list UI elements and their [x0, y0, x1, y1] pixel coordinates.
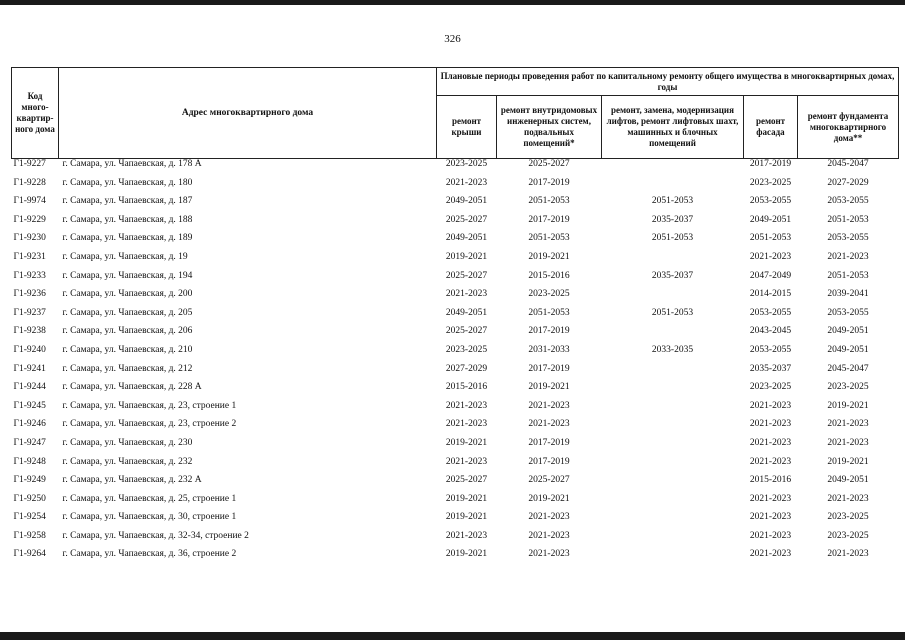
cell-engineering: 2025-2027 [528, 475, 570, 486]
cell-code: Г1-9250 [13, 493, 46, 504]
cell-elevators: 2035-2037 [651, 270, 694, 281]
cell-roof: 2019-2021 [445, 512, 488, 523]
table-row [12, 382, 899, 401]
cell-address: г. Самара, ул. Чапаевская, д. 32-34, строение 2 [62, 530, 249, 541]
cell-foundation: 2045-2047 [827, 363, 869, 374]
cell-roof: 2019-2021 [445, 493, 488, 504]
cell-code: Г1-9238 [13, 326, 46, 337]
table-row [12, 215, 899, 234]
cell-roof: 2021-2023 [445, 400, 488, 411]
cell-address: г. Самара, ул. Чапаевская, д. 200 [62, 289, 193, 300]
cell-facade: 2021-2023 [749, 437, 792, 448]
cell-address: г. Самара, ул. Чапаевская, д. 212 [62, 363, 193, 374]
cell-elevators [602, 475, 744, 494]
cell-engineering: 2021-2023 [528, 530, 570, 541]
cell-roof: 2015-2016 [445, 382, 488, 393]
cell-code: Г1-9237 [13, 307, 46, 318]
cell-facade: 2021-2023 [749, 530, 792, 541]
cell-foundation: 2045-2047 [827, 159, 869, 169]
header-code: Код много-квартир-ного дома [12, 68, 59, 159]
cell-facade: 2035-2037 [749, 363, 792, 374]
cell-engineering: 2019-2021 [528, 382, 570, 393]
table-row [12, 159, 899, 178]
cell-foundation: 2051-2053 [827, 214, 869, 225]
repair-schedule-table [11, 67, 899, 568]
cell-engineering: 2051-2053 [528, 233, 570, 244]
cell-address: г. Самара, ул. Чапаевская, д. 210 [62, 344, 193, 355]
cell-engineering: 2019-2021 [528, 493, 570, 504]
cell-code: Г1-9246 [13, 419, 46, 430]
cell-elevators [602, 401, 744, 420]
bottom-border-bar [0, 632, 905, 640]
header-roof: ремонт крыши [437, 96, 497, 159]
table-row [12, 419, 899, 438]
cell-code: Г1-9229 [13, 214, 46, 225]
cell-elevators [602, 512, 744, 531]
table-row [12, 438, 899, 457]
table-row [12, 494, 899, 513]
table-row [12, 271, 899, 290]
cell-elevators [602, 531, 744, 550]
cell-engineering: 2021-2023 [528, 549, 570, 560]
cell-address: г. Самара, ул. Чапаевская, д. 178 А [62, 159, 202, 169]
cell-elevators [602, 178, 744, 197]
cell-address: г. Самара, ул. Чапаевская, д. 232 А [62, 475, 202, 486]
cell-engineering: 2051-2053 [528, 196, 570, 207]
cell-facade: 2053-2055 [749, 344, 792, 355]
cell-elevators [602, 364, 744, 383]
cell-foundation: 2023-2025 [827, 512, 869, 523]
cell-roof: 2019-2021 [445, 549, 488, 560]
cell-foundation: 2049-2051 [827, 344, 869, 355]
table-row [12, 457, 899, 476]
cell-facade: 2017-2019 [749, 159, 792, 169]
cell-foundation: 2019-2021 [827, 400, 869, 411]
cell-code: Г1-9231 [13, 251, 46, 262]
cell-engineering: 2017-2019 [528, 214, 570, 225]
cell-engineering: 2017-2019 [528, 437, 570, 448]
header-periods-group: Плановые периоды проведения работ по капитальному ремонту общего имущества в многоквартирных домах, годы [437, 68, 899, 96]
cell-engineering: 2051-2053 [528, 307, 570, 318]
cell-code: Г1-9245 [13, 400, 46, 411]
cell-address: г. Самара, ул. Чапаевская, д. 232 [62, 456, 193, 467]
cell-engineering: 2017-2019 [528, 326, 570, 337]
cell-elevators: 2051-2053 [651, 196, 694, 207]
cell-engineering: 2017-2019 [528, 363, 570, 374]
cell-address: г. Самара, ул. Чапаевская, д. 187 [62, 196, 193, 207]
table-row [12, 549, 899, 568]
cell-foundation: 2053-2055 [827, 307, 869, 318]
cell-code: Г1-9227 [13, 159, 46, 169]
cell-address: г. Самара, ул. Чапаевская, д. 206 [62, 326, 193, 337]
cell-foundation: 2049-2051 [827, 326, 869, 337]
cell-facade: 2043-2045 [749, 326, 792, 337]
cell-code: Г1-9228 [13, 177, 46, 188]
cell-engineering: 2017-2019 [528, 177, 570, 188]
cell-foundation: 2049-2051 [827, 475, 869, 486]
cell-elevators [602, 457, 744, 476]
cell-roof: 2021-2023 [445, 530, 488, 541]
cell-facade: 2049-2051 [749, 214, 792, 225]
table-row [12, 475, 899, 494]
cell-elevators [602, 382, 744, 401]
cell-address: г. Самара, ул. Чапаевская, д. 25, строение 1 [62, 493, 237, 504]
table-row [12, 308, 899, 327]
cell-foundation: 2039-2041 [827, 289, 869, 300]
cell-engineering: 2017-2019 [528, 456, 570, 467]
cell-facade: 2051-2053 [749, 233, 792, 244]
cell-elevators [602, 252, 744, 271]
cell-address: г. Самара, ул. Чапаевская, д. 19 [62, 251, 188, 262]
cell-elevators: 2035-2037 [651, 214, 694, 225]
cell-facade: 2014-2015 [749, 289, 792, 300]
cell-code: Г1-9258 [13, 530, 46, 541]
table-header [12, 68, 899, 159]
table-row [12, 512, 899, 531]
cell-code: Г1-9248 [13, 456, 46, 467]
cell-code: Г1-9241 [13, 363, 46, 374]
table-row [12, 233, 899, 252]
cell-roof: 2019-2021 [445, 251, 488, 262]
cell-elevators [602, 438, 744, 457]
table-row [12, 289, 899, 308]
header-facade: ремонт фасада [744, 96, 798, 159]
cell-foundation: 2051-2053 [827, 270, 869, 281]
cell-code: Г1-9236 [13, 289, 46, 300]
table-row [12, 364, 899, 383]
cell-elevators [602, 159, 744, 178]
cell-facade: 2021-2023 [749, 549, 792, 560]
cell-elevators: 2033-2035 [651, 344, 694, 355]
cell-code: Г1-9974 [13, 196, 46, 207]
cell-roof: 2021-2023 [445, 456, 488, 467]
cell-roof: 2021-2023 [445, 419, 488, 430]
table-row [12, 531, 899, 550]
cell-address: г. Самара, ул. Чапаевская, д. 228 А [62, 382, 202, 393]
cell-facade: 2021-2023 [749, 419, 792, 430]
header-address: Адрес многоквартирного дома [59, 68, 437, 159]
cell-address: г. Самара, ул. Чапаевская, д. 23, строение 2 [62, 419, 237, 430]
cell-engineering: 2031-2033 [528, 344, 570, 355]
cell-foundation: 2021-2023 [827, 493, 869, 504]
page-number: 326 [444, 33, 461, 45]
cell-facade: 2023-2025 [749, 177, 792, 188]
cell-foundation: 2053-2055 [827, 233, 869, 244]
cell-engineering: 2015-2016 [528, 270, 570, 281]
cell-elevators [602, 289, 744, 308]
cell-code: Г1-9244 [13, 382, 46, 393]
cell-code: Г1-9240 [13, 344, 46, 355]
cell-foundation: 2021-2023 [827, 437, 869, 448]
cell-facade: 2021-2023 [749, 456, 792, 467]
cell-code: Г1-9249 [13, 475, 46, 486]
cell-roof: 2023-2025 [445, 159, 488, 169]
cell-address: г. Самара, ул. Чапаевская, д. 189 [62, 233, 193, 244]
cell-foundation: 2053-2055 [827, 196, 869, 207]
cell-engineering: 2021-2023 [528, 512, 570, 523]
cell-roof: 2025-2027 [445, 214, 488, 225]
cell-engineering: 2023-2025 [528, 289, 570, 300]
cell-roof: 2025-2027 [445, 326, 488, 337]
cell-engineering: 2021-2023 [528, 400, 570, 411]
cell-code: Г1-9230 [13, 233, 46, 244]
top-border-bar [0, 0, 905, 5]
cell-facade: 2021-2023 [749, 400, 792, 411]
table-body [12, 159, 899, 569]
cell-elevators [602, 419, 744, 438]
cell-foundation: 2021-2023 [827, 251, 869, 262]
cell-roof: 2049-2051 [445, 307, 488, 318]
cell-address: г. Самара, ул. Чапаевская, д. 188 [62, 214, 193, 225]
header-elevators: ремонт, замена, модернизация лифтов, ремонт лифтовых шахт, машинных и блочных помещений [602, 96, 744, 159]
table-row [12, 345, 899, 364]
cell-facade: 2047-2049 [749, 270, 792, 281]
cell-foundation: 2023-2025 [827, 530, 869, 541]
cell-facade: 2021-2023 [749, 493, 792, 504]
cell-foundation: 2027-2029 [827, 177, 869, 188]
table-row [12, 178, 899, 197]
cell-address: г. Самара, ул. Чапаевская, д. 30, строение 1 [62, 512, 237, 523]
cell-facade: 2053-2055 [749, 196, 792, 207]
cell-address: г. Самара, ул. Чапаевская, д. 36, строение 2 [62, 549, 237, 560]
table-row [12, 401, 899, 420]
cell-facade: 2015-2016 [749, 475, 792, 486]
cell-engineering: 2025-2027 [528, 159, 570, 169]
cell-address: г. Самара, ул. Чапаевская, д. 230 [62, 437, 193, 448]
cell-code: Г1-9233 [13, 270, 46, 281]
cell-address: г. Самара, ул. Чапаевская, д. 205 [62, 307, 193, 318]
cell-foundation: 2019-2021 [827, 456, 869, 467]
cell-code: Г1-9254 [13, 512, 46, 523]
cell-facade: 2023-2025 [749, 382, 792, 393]
cell-elevators [602, 494, 744, 513]
cell-roof: 2027-2029 [445, 363, 488, 374]
cell-facade: 2021-2023 [749, 251, 792, 262]
cell-code: Г1-9247 [13, 437, 46, 448]
table-row [12, 326, 899, 345]
cell-elevators [602, 549, 744, 568]
table-row [12, 252, 899, 271]
header-engineering: ремонт внутридомовых инженерных систем, подвальных помещений* [497, 96, 602, 159]
cell-address: г. Самара, ул. Чапаевская, д. 23, строение 1 [62, 400, 237, 411]
cell-engineering: 2019-2021 [528, 251, 570, 262]
table-row [12, 196, 899, 215]
cell-roof: 2021-2023 [445, 177, 488, 188]
header-foundation: ремонт фундамента многоквартирного дома** [798, 96, 899, 159]
cell-foundation: 2021-2023 [827, 419, 869, 430]
cell-roof: 2023-2025 [445, 344, 488, 355]
cell-roof: 2025-2027 [445, 270, 488, 281]
cell-roof: 2025-2027 [445, 475, 488, 486]
cell-code: Г1-9264 [13, 549, 46, 560]
cell-roof: 2049-2051 [445, 233, 488, 244]
cell-elevators [602, 326, 744, 345]
cell-engineering: 2021-2023 [528, 419, 570, 430]
cell-foundation: 2023-2025 [827, 382, 869, 393]
cell-roof: 2049-2051 [445, 196, 488, 207]
cell-address: г. Самара, ул. Чапаевская, д. 194 [62, 270, 193, 281]
cell-facade: 2021-2023 [749, 512, 792, 523]
cell-address: г. Самара, ул. Чапаевская, д. 180 [62, 177, 193, 188]
cell-foundation: 2021-2023 [827, 549, 869, 560]
cell-roof: 2019-2021 [445, 437, 488, 448]
cell-elevators: 2051-2053 [651, 233, 694, 244]
cell-roof: 2021-2023 [445, 289, 488, 300]
cell-facade: 2053-2055 [749, 307, 792, 318]
cell-elevators: 2051-2053 [651, 307, 694, 318]
